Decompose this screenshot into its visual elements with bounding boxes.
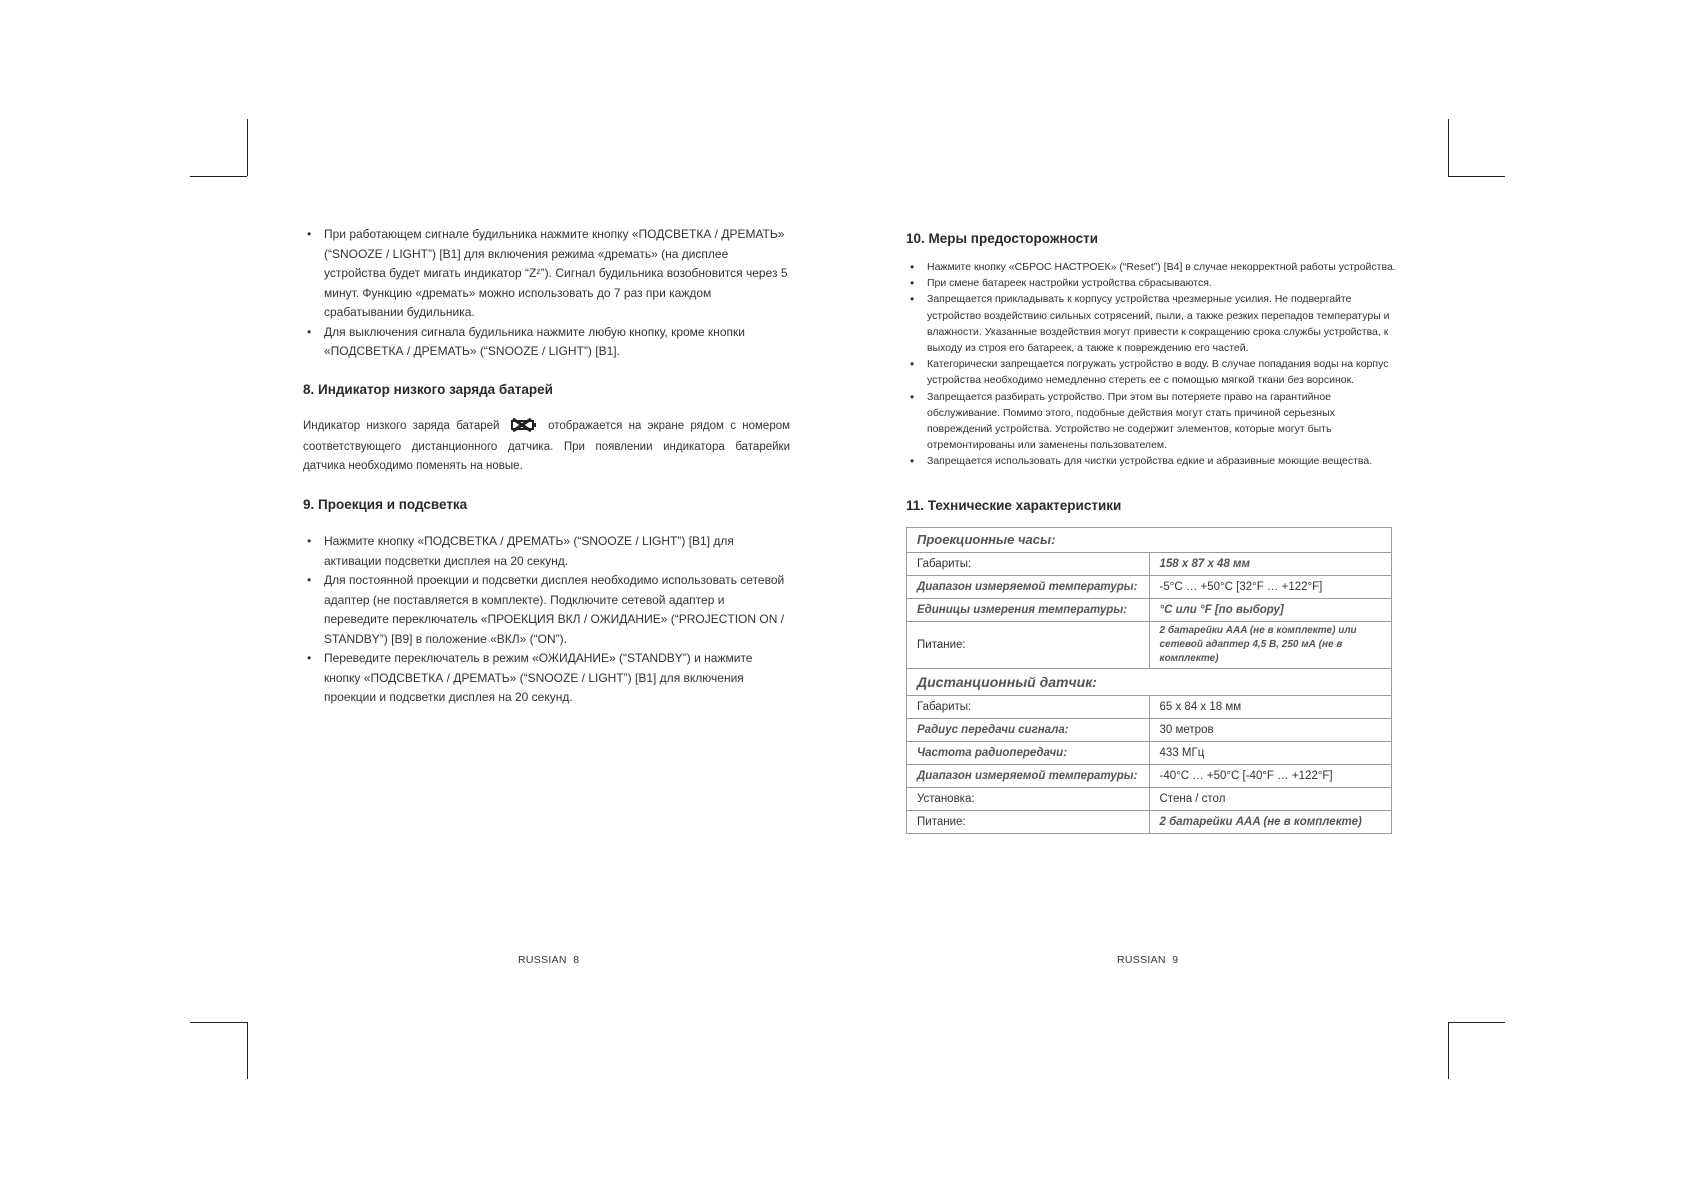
table-row: [907, 695, 1392, 718]
spec-value: 2 батарейки AAA (не в комплекте): [1149, 810, 1392, 833]
left-page: [303, 225, 790, 708]
spec-key: Питание:: [907, 810, 1150, 833]
crop-mark: [247, 1022, 248, 1079]
spec-key: Частота радиопередачи:: [907, 741, 1150, 764]
list-item: • Запрещается прикладывать к корпусу устройства чрезмерные усилия. Не подвергайте устройство воздействию сильных сотрясений, пыли, а также резких перепадов температуры и влажности. Указанные воздействия могут привести к сокращению срока службы устройства, к выходу из строя его батареек, а также к повреждению его частей.: [906, 291, 1396, 356]
clock-header: Проекционные часы:: [907, 527, 1392, 552]
table-row: [907, 598, 1392, 621]
table-section-header: [907, 527, 1392, 552]
list-item: • Для выключения сигнала будильника нажмите любую кнопку, кроме кнопки «ПОДСВЕТКА / ДРЕМАТЬ» (“SNOOZE / LIGHT”) [B1].: [303, 323, 790, 362]
crop-mark: [190, 1022, 247, 1023]
spec-value: °C или °F [по выбору]: [1149, 598, 1392, 621]
list-item: • Запрещается разбирать устройство. При этом вы потеряете право на гарантийное обслуживание. Помимо этого, подобные действия могут стать причиной серьезных повреждений устройства. Устройство не содержит элементов, которые могут быть отремонтированы или заменены пользователем.: [906, 389, 1396, 454]
list-item: • При смене батареек настройки устройства сбрасываются.: [906, 275, 1396, 291]
section-heading: 11. Технические характеристики: [906, 497, 1122, 513]
section-heading: 10. Меры предосторожности: [906, 231, 1099, 246]
crop-mark: [1448, 1022, 1505, 1023]
spec-key: Диапазон измеряемой температуры:: [907, 764, 1150, 787]
crop-mark: [190, 176, 247, 177]
section-heading: 9. Проекция и подсветка: [303, 497, 468, 512]
right-page: [906, 231, 1396, 834]
table-row: [907, 718, 1392, 741]
spec-key: Габариты:: [907, 695, 1150, 718]
paragraph-text: отображается на экране рядом с номером соответствующего дистанционного датчика. При появлении индикатора батарейки датчика необходимо поменять на новые.: [303, 419, 791, 472]
spec-value: -40°C … +50°C [-40°F … +122°F]: [1149, 764, 1392, 787]
list-item: • Нажмите кнопку «ПОДСВЕТКА / ДРЕМАТЬ» (“SNOOZE / LIGHT”) [B1] для активации подсветки дисплея на 20 секунд.: [303, 532, 790, 571]
list-item: • При работающем сигнале будильника нажмите кнопку «ПОДСВЕТКА / ДРЕМАТЬ» (“SNOOZE / LIGHT”) [B1] для включения режима «дремать» (на дисплее устройства будет мигать индикатор “Zᶻ”). Сигнал будильника возобновится через 5 минут. Функцию «дремать» можно использовать до 7 раз при каждом срабатывании будильника.: [303, 225, 790, 323]
table-row: [907, 552, 1392, 575]
table-row: [907, 575, 1392, 598]
crop-mark: [1448, 176, 1505, 177]
paragraph-text: Индикатор низкого заряда батарей: [303, 419, 500, 432]
spec-key: Установка:: [907, 787, 1150, 810]
list-item: • Нажмите кнопку «СБРОС НАСТРОЕК» (“Reset”) [B4] в случае некорректной работы устройства.: [906, 259, 1396, 275]
list-item: • Для постоянной проекции и подсветки дисплея необходимо использовать сетевой адаптер (не поставляется в комплекте). Подключите сетевой адаптер и переведите переключатель «ПРОЕКЦИЯ ВКЛ / ОЖИДАНИЕ» (“PROJECTION ON / STANDBY”) [B9] в положение «ВКЛ» (“ON”).: [303, 571, 790, 649]
list-item: • Переведите переключатель в режим «ОЖИДАНИЕ» (“STANDBY”) и нажмите кнопку «ПОДСВЕТКА / ДРЕМАТЬ» (“SNOOZE / LIGHT”) [B1] для включения проекции и подсветки дисплея на 20 секунд.: [303, 649, 790, 708]
crop-mark: [1448, 1022, 1449, 1079]
spec-key: Радиус передачи сигнала:: [907, 718, 1150, 741]
spec-key: Диапазон измеряемой температуры:: [907, 575, 1150, 598]
spec-value: -5°C … +50°C [32°F … +122°F]: [1149, 575, 1392, 598]
table-row: [907, 810, 1392, 833]
crop-mark: [1448, 119, 1449, 176]
spec-value: 433 МГц: [1149, 741, 1392, 764]
table-row: [907, 621, 1392, 668]
precautions-bullets: [906, 259, 1396, 470]
spec-value: 30 метров: [1149, 718, 1392, 741]
crop-mark: [247, 119, 248, 176]
table-row: [907, 764, 1392, 787]
projection-bullets: [303, 532, 790, 708]
list-item: • Запрещается использовать для чистки устройства едкие и абразивные моющие вещества.: [906, 453, 1396, 469]
section-paragraph: [303, 417, 790, 476]
sensor-header: Дистанционный датчик:: [907, 668, 1392, 695]
low-battery-icon: [510, 418, 538, 439]
list-item: • Категорически запрещается погружать устройство в воду. В случае попадания воды на корпус устройства необходимо немедленно стереть ее с помощью мягкой ткани без ворсинок.: [906, 356, 1396, 388]
table-section-header: [907, 668, 1392, 695]
table-row: [907, 741, 1392, 764]
spec-value: 65 x 84 x 18 мм: [1149, 695, 1392, 718]
table-row: [907, 787, 1392, 810]
spec-key: Питание:: [907, 621, 1150, 668]
spec-value: 158 x 87 x 48 мм: [1149, 552, 1392, 575]
spec-value: 2 батарейки AAA (не в комплекте) или сетевой адаптер 4,5 В, 250 мА (не в комплекте): [1149, 621, 1392, 668]
page-number: RUSSIAN 8: [518, 954, 580, 966]
section-heading: 8. Индикатор низкого заряда батарей: [303, 381, 553, 397]
spec-key: Габариты:: [907, 552, 1150, 575]
spec-key: Единицы измерения температуры:: [907, 598, 1150, 621]
snooze-bullets: [303, 225, 790, 362]
page-number: RUSSIAN 9: [1117, 954, 1179, 966]
specs-table: [906, 527, 1392, 834]
spec-value: Стена / стол: [1149, 787, 1392, 810]
